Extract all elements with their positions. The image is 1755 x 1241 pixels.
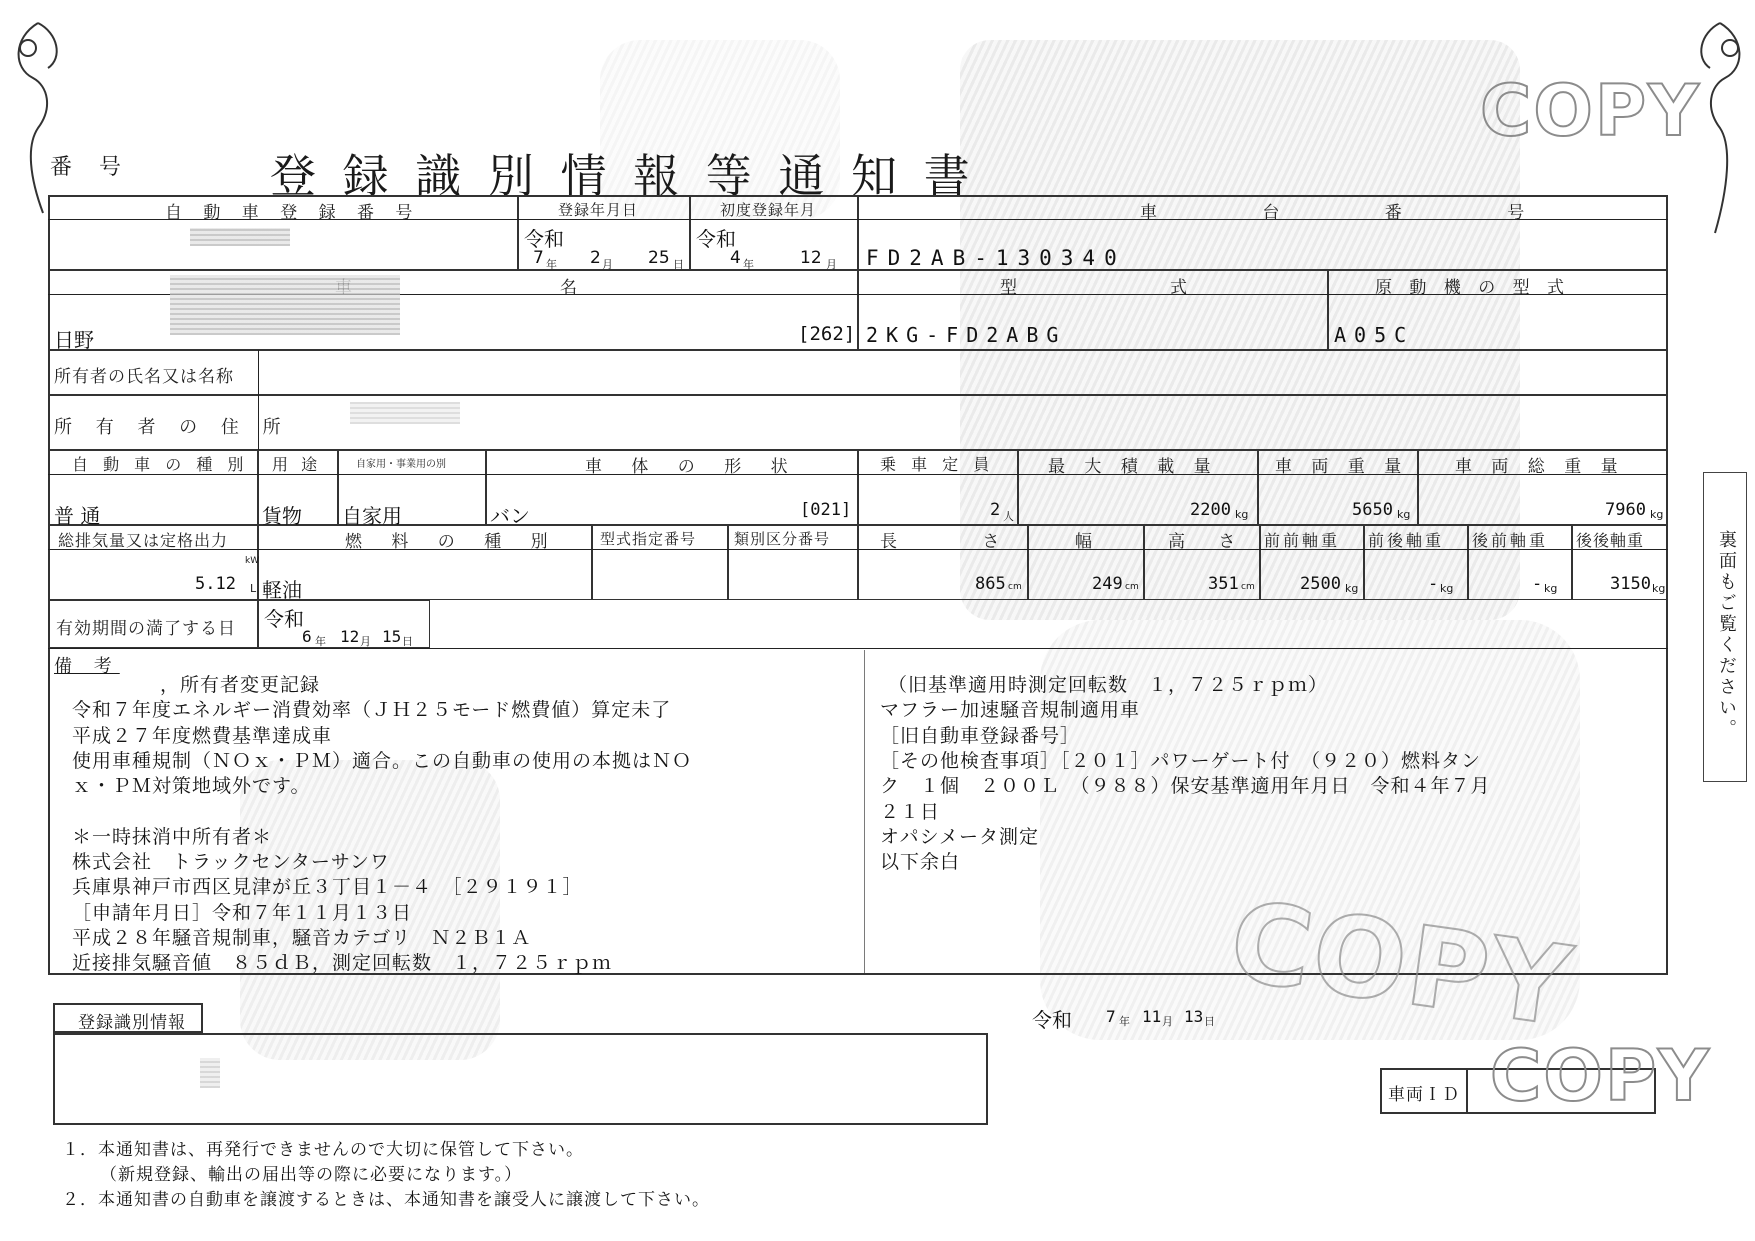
engine-label: 原 動 機 の 型 式 [1375, 278, 1571, 298]
footnote-1-sub: （新規登録、輸出の届出等の際に必要になります。） [100, 1165, 523, 1185]
ff-axle-value: 2500 [1300, 574, 1341, 594]
redacted-reg-id [200, 1058, 220, 1088]
remarks-left-line: ＊一時抹消中所有者＊ [72, 825, 273, 848]
owner-addr-cell [48, 395, 1668, 450]
issue-y: 7 [1106, 1007, 1116, 1026]
type-label-b: 式 [1170, 278, 1195, 298]
corner-ornament-left [8, 18, 68, 218]
expiry-label: 有効期間の満了する日 [56, 619, 236, 639]
side-note: 裏面もご覧ください。 [1716, 530, 1737, 740]
fr-axle-label: 前後軸重 [1368, 531, 1445, 550]
reg-id-box [53, 1033, 988, 1125]
type-label-a: 型 [1000, 278, 1025, 298]
weight-label: 車 両 重 量 [1275, 457, 1409, 477]
remarks-left-line: 兵庫県神戸市西区見津が丘３丁目１－４ ［２９１９１］ [72, 876, 583, 899]
body-value: バン [490, 504, 530, 528]
reg-date-era: 令和 [524, 227, 564, 251]
height-label: 高 さ [1168, 532, 1250, 552]
reg-date-y: 7 [533, 248, 544, 268]
copy-watermark: COPY [1490, 1035, 1711, 1117]
remarks-right-line: マフラー加速騒音規制適用車 [880, 699, 1141, 722]
maker-value: 日野 [54, 328, 94, 352]
footnote-2: ２．本通知書の自動車を譲渡するときは、本通知書を譲受人に譲渡して下さい。 [62, 1190, 710, 1210]
reg-date-label: 登録年月日 [558, 201, 639, 219]
weight-value: 5650 [1352, 500, 1393, 520]
type-desig-label: 型式指定番号 [600, 530, 697, 548]
rr-axle-value: 3150 [1610, 574, 1651, 594]
remarks-left-line: 株式会社 トラックセンターサンワ [72, 851, 390, 874]
ff-axle-label: 前前軸重 [1264, 531, 1341, 550]
gross-label: 車 両 総 重 量 [1455, 457, 1625, 477]
first-reg-y: 4 [730, 248, 741, 268]
first-reg-m: 12 [800, 248, 822, 268]
type-value: 2KG-FD2ABG [866, 323, 1067, 347]
remarks-right-line: ２１日 [880, 800, 941, 823]
gross-value: 7960 [1605, 500, 1646, 520]
capacity-label: 乗 車 定 員 [880, 455, 995, 474]
fuel-value: 軽油 [262, 578, 302, 602]
expiry-y: 6 [302, 627, 312, 646]
remarks-left-line: 近接排気騒音値 ８５ｄＢ，測定回転数 １，７２５ｒｐｍ [72, 952, 613, 975]
redacted-address [350, 402, 460, 424]
remarks-label: 備 考 [54, 656, 120, 677]
kind-label: 自 動 車 の 種 別 [72, 455, 249, 474]
vehicle-id-label: 車両ＩＤ [1388, 1085, 1460, 1105]
redacted-model-name [170, 275, 400, 335]
remarks-right-line: ［その他検査事項］［２０１］パワーゲート付 （９２０）燃料タン [880, 749, 1482, 772]
displacement-value: 5.12 [195, 574, 236, 594]
copy-watermark: COPY [1222, 876, 1580, 1052]
height-value: 351 [1208, 574, 1239, 594]
engine-value: A05C [1334, 323, 1415, 347]
class-label: 類別区分番号 [734, 530, 831, 548]
remarks-left-line: 平成２７年度燃費基準達成車 [72, 724, 333, 747]
expiry-m: 12 [340, 627, 360, 646]
width-label: 幅 [1075, 532, 1100, 552]
reg-date-d: 25 [648, 248, 670, 268]
document-title: 登 録 識 別 情 報 等 通 知 書 [270, 149, 976, 203]
private-label: 自家用・事業用の別 [356, 459, 446, 470]
rr-axle-label: 後後軸重 [1576, 531, 1645, 550]
remarks-left-line: 平成２８年騒音規制車，騒音カテゴリ Ｎ２Ｂ１Ａ [72, 927, 532, 949]
rf-axle-label: 後前軸重 [1472, 531, 1549, 550]
owner-name-cell [48, 350, 1668, 395]
fr-axle-value: - [1428, 574, 1439, 594]
expiry-d: 15 [382, 627, 402, 646]
length-label: 長 さ [880, 532, 1040, 552]
expiry-era: 令和 [264, 607, 304, 631]
remarks-left-line: ［申請年月日］令和７年１１月１３日 [72, 901, 413, 924]
owner-name-label: 所有者の氏名又は名称 [54, 367, 234, 387]
number-label: 番 号 [50, 155, 131, 180]
length-value: 865 [975, 574, 1006, 594]
reg-id-label: 登録識別情報 [78, 1013, 186, 1033]
owner-addr-label: 所 有 者 の 住 所 [54, 417, 290, 438]
name-label-b: 名 [560, 278, 585, 298]
chassis-value: FD2AB-130340 [866, 246, 1126, 270]
remarks-right-line: （旧基準適用時測定回転数 １，７２５ｒｐｍ） [888, 674, 1329, 696]
footnote-1: １．本通知書は、再発行できませんので大切に保管して下さい。 [62, 1140, 584, 1160]
issue-m: 11 [1142, 1007, 1162, 1026]
remarks-left-line: 令和７年度エネルギー消費効率（ＪＨ２５モード燃費値）算定未了 [72, 699, 672, 722]
remarks-right-line: ［旧自動車登録番号］ [880, 724, 1081, 747]
issue-d: 13 [1184, 1007, 1204, 1026]
remarks-right-line: オパシメータ測定 [880, 825, 1040, 848]
remarks-left-line: ，所有者変更記録 [160, 674, 321, 696]
kind-value: 普 通 [54, 504, 101, 528]
reg-date-m: 2 [590, 248, 601, 268]
reg-number-label: 自 動 車 登 録 番 号 [165, 203, 421, 223]
remarks-left-line: ｘ・ＰＭ対策地域外です。 [72, 775, 311, 798]
private-value: 自家用 [342, 504, 402, 528]
remarks-left-line: 使用車種規制（ＮＯｘ・ＰＭ）適合。この自動車の使用の本拠はＮＯ [72, 749, 693, 772]
use-value: 貨物 [262, 504, 302, 528]
copy-watermark: COPY [1480, 70, 1701, 152]
capacity-value: 2 [990, 500, 1001, 520]
first-reg-label: 初度登録年月 [720, 201, 817, 219]
width-value: 249 [1092, 574, 1123, 594]
chassis-label: 車 台 番 号 [1140, 203, 1575, 223]
fuel-label: 燃 料 の 種 別 [345, 532, 560, 552]
remarks-right-line: 以下余白 [880, 851, 961, 874]
rf-axle-value: - [1532, 574, 1543, 594]
body-label: 車 体 の 形 状 [585, 457, 800, 477]
body-code: [021] [800, 500, 852, 520]
use-label: 用 途 [272, 455, 322, 474]
remarks-right-line: ク １個 ２００Ｌ （９８８）保安基準適用年月日 令和４年７月 [880, 775, 1491, 798]
max-load-label: 最 大 積 載 量 [1048, 457, 1218, 477]
max-load-value: 2200 [1190, 500, 1231, 520]
issue-era: 令和 [1032, 1008, 1072, 1032]
maker-code: [262] [798, 323, 856, 345]
displacement-label: 総排気量又は定格出力 [58, 531, 229, 550]
first-reg-era: 令和 [696, 227, 736, 251]
redacted-reg-number [190, 228, 290, 246]
